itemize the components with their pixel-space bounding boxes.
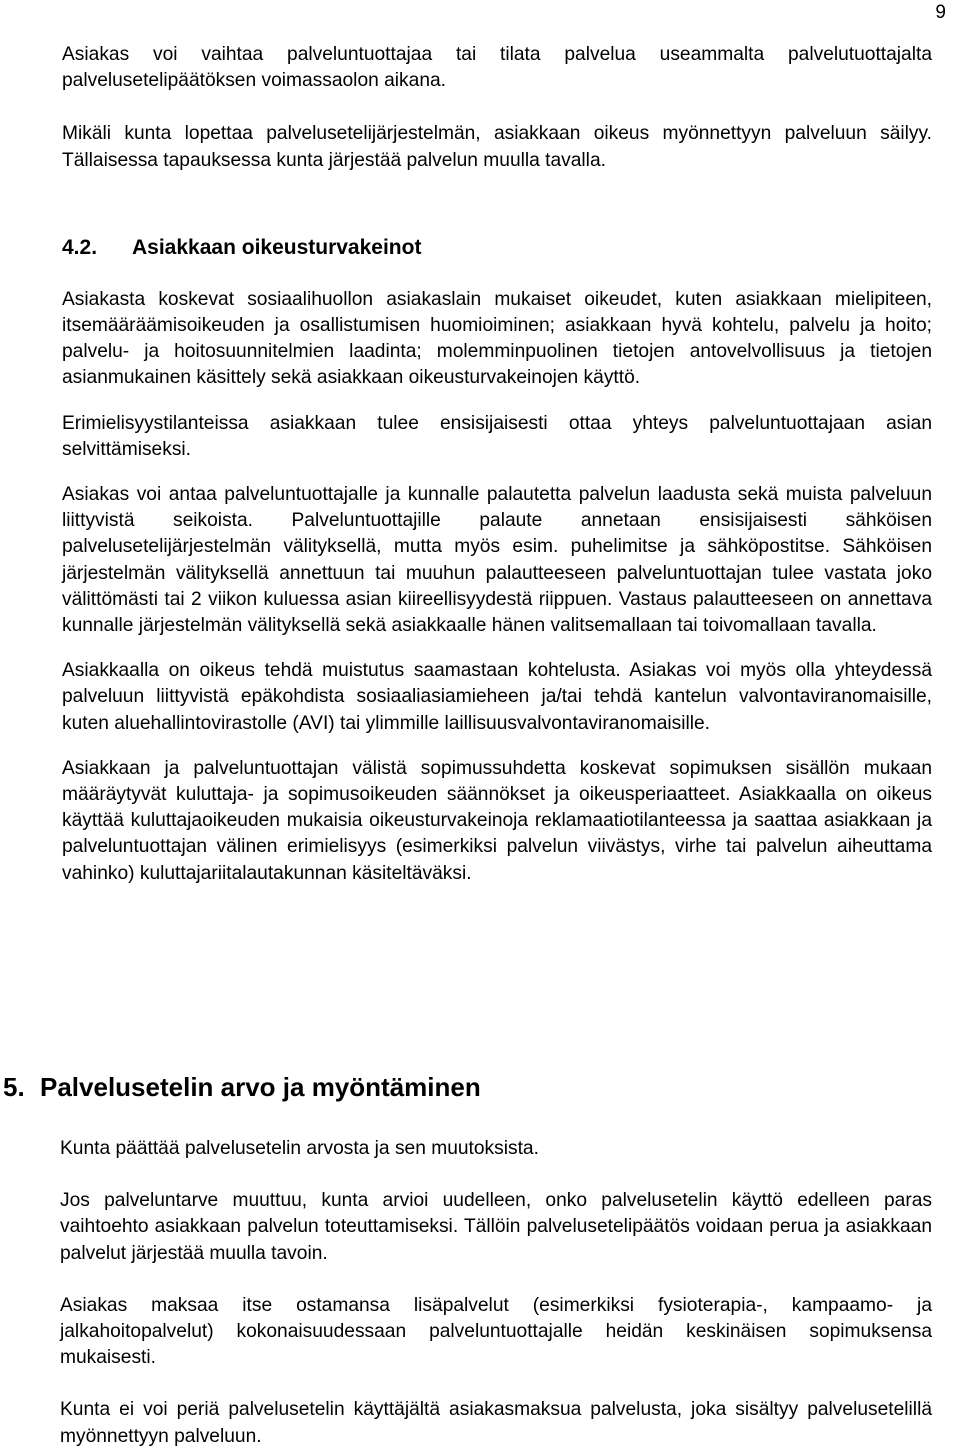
section-5-heading — [0, 1070, 960, 1104]
paragraph-complaint: Asiakkaalla on oikeus tehdä muistutus saamastaan kohtelusta. Asiakas voi myös olla yhteydessä palveluun liittyvistä epäkohdista sosiaaliasiamieheen ja/tai tehdä kantelun valvontaviranomaisille, kuten aluehallintovirastolle (AVI) tai ylimmille laillisuusvalvontaviranomaisille. — [62, 660, 932, 734]
paragraph-system-termination: Mikäli kunta lopettaa palvelusetelijärjestelmän, asiakkaan oikeus myönnettyyn palveluun säilyy. Tällaisessa tapauksessa kunta järjestää palvelun muulla tavalla. — [62, 123, 932, 171]
paragraph-change-provider: Asiakas voi vaihtaa palveluntuottajaa tai tilata palvelua useammalta palvelutuottajalta palvelusetelipäätöksen voimassaolon aikana. — [62, 44, 932, 92]
paragraph-consumer-law: Asiakkaan ja palveluntuottajan välistä sopimussuhdetta koskevat sopimuksen sisällön mukaan määräytyvät kuluttaja- ja sopimusoikeuden säännökset ja oikeusperiaatteet. Asiakkaalla on oikeus käyttää kuluttajaoikeuden mukaisia oikeusturvakeinoja reklamaatiotilanteessa ja saattaa asiakkaan ja palveluntuottajan välinen erimielisyys (esimerkiksi palvelun viivästys, virhe tai palvelun aiheuttama vahinko) kuluttajariitalautakunnan käsiteltäväksi. — [62, 757, 932, 884]
section-5-content — [60, 1136, 932, 1450]
paragraph-additional-services: Asiakas maksaa itse ostamansa lisäpalvelut (esimerkiksi fysioterapia-, kampaamo- ja jalkahoitopalvelut) kokonaisuudessaan palveluntuottajalle heidän keskinäisen sopimuksensa mukaisesti. — [60, 1294, 932, 1369]
paragraph-feedback: Asiakas voi antaa palveluntuottajalle ja kunnalle palautetta palvelun laadusta sekä muista palveluun liittyvistä seikoista. Palveluntuottajille palaute annetaan ensisijaisesti sähköisen palvelusetelijärjestelmän välityksellä, mutta myös esim. puhelimitse ja sähköpostitse. Sähköisen järjestelmän välityksellä annettuun tai muuhun palautteeseen palveluntuottajan tulee vastata joko välittömästi tai 2 viikon kuluessa asian kiireellisyydestä riippuen. Vastaus palautteeseen on annettava kunnalle järjestelmän välityksellä sekä asiakkaalle hänen valitsemallaan tai toivomallaan tavalla. — [62, 484, 932, 637]
paragraph-disagreements: Erimielisyystilanteissa asiakkaan tulee ensisijaisesti ottaa yhteys palveluntuottajaan asian selvittämiseksi. — [62, 412, 932, 460]
paragraph-voucher-value: Kunta päättää palvelusetelin arvosta ja sen muutoksista. — [60, 1138, 539, 1159]
section-4-content — [62, 42, 932, 887]
section-4-2-title: Asiakkaan oikeusturvakeinot — [132, 235, 422, 259]
section-4-2-heading — [62, 234, 932, 262]
paragraph-client-rights: Asiakasta koskevat sosiaalihuollon asiakaslain mukaiset oikeudet, kuten asiakkaan mielipiteen, itsemääräämisoikeuden ja osallistumisen huomioiminen; asiakkaan hyvä kohtelu, palvelu ja hoito; palvelu- ja hoitosuunnitelmien laadinta; molemminpuolinen tietojen antovelvollisuus ja tietojen asianmukainen käsittely sekä asiakkaan oikeusturvakeinojen käyttö. — [62, 288, 932, 389]
page-number: 9 — [935, 2, 946, 23]
section-5-title: Palvelusetelin arvo ja myöntäminen — [40, 1072, 481, 1102]
section-4-2-number: 4.2. — [62, 235, 98, 259]
paragraph-no-client-fee: Kunta ei voi periä palvelusetelin käyttäjältä asiakasmaksua palvelusta, joka sisältyy palvelusetelillä myönnettyyn palveluun. — [60, 1399, 932, 1447]
paragraph-needs-change: Jos palveluntarve muuttuu, kunta arvioi uudelleen, onko palvelusetelin käyttö edelleen paras vaihtoehto asiakkaan palvelun toteuttamiseksi. Tällöin palvelusetelipäätös voidaan perua ja asiakkaan palvelut järjestää muulla tavoin. — [60, 1190, 932, 1264]
section-5-number: 5. — [3, 1072, 25, 1102]
